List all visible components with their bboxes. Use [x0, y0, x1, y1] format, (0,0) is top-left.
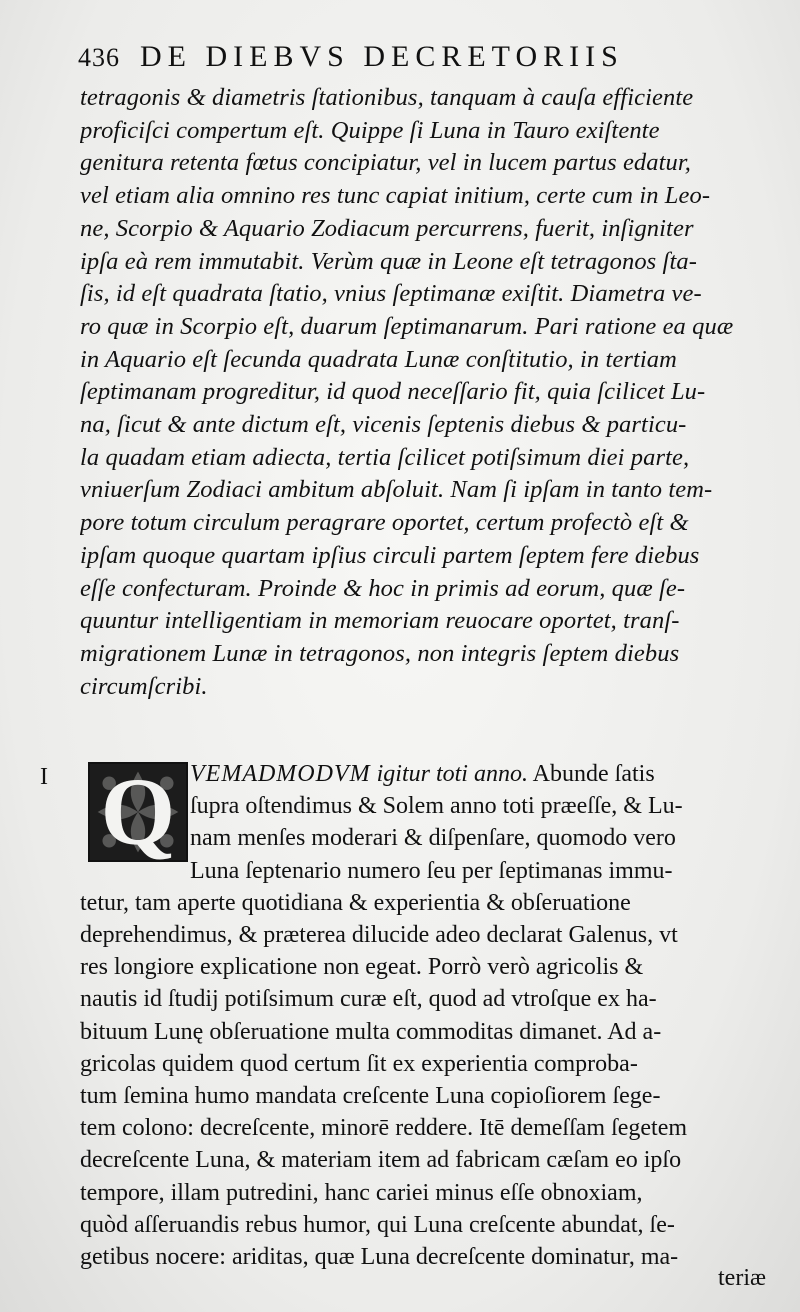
- roman-paragraph: [80, 758, 780, 1273]
- initial-letter: Q: [100, 758, 176, 865]
- text-line: tem colono: decreſcente, minorē reddere. Itē demeſſam ſegetem: [80, 1115, 688, 1142]
- text-line: pore totum circulum peragrare oportet, certum profectò eſt &: [80, 509, 689, 537]
- text-line: decreſcente Luna, & materiam item ad fabricam cæſam eo ipſo: [80, 1147, 682, 1174]
- text-line: ro quæ in Scorpio eſt, duarum ſeptimanarum. Pari ratione ea quæ: [80, 312, 734, 340]
- text-line: na, ſicut & ante dictum eſt, vicenis ſeptenis diebus & particu-: [80, 411, 687, 439]
- text-line: tum ſemina humo mandata creſcente Luna copioſiorem ſege-: [80, 1083, 661, 1110]
- text-line: proficiſci compertum eſt. Quippe ſi Luna in Tauro exiſtente: [80, 116, 660, 144]
- text-line: nam menſes moderari & diſpenſare, quomodo vero: [190, 825, 676, 852]
- text-line: ipſam quoque quartam ipſius circuli partem ſeptem fere diebus: [80, 541, 700, 569]
- text-line: quòd aſſeruandis rebus humor, qui Luna creſcente abundat, ſe-: [80, 1211, 675, 1238]
- text-line: ſupra oſtendimus & Solem anno toti præeſſe, & Lu-: [190, 793, 683, 820]
- lead-words: VEMADMODVM: [190, 761, 371, 787]
- text-line: genitura retenta fœtus concipiatur, vel in lucem partus edatur,: [80, 149, 692, 177]
- text-line: bituum Lunę obſeruatione multa commoditas dimanet. Ad a-: [80, 1018, 662, 1045]
- text-line: res longiore explicatione non egeat. Porrò verò agricolis &: [80, 954, 644, 981]
- running-head: DE DIEBVS DECRETORIIS: [140, 40, 624, 73]
- text-line: vel etiam alia omnino res tunc capiat initium, certe cum in Leo-: [80, 182, 711, 210]
- text-line: ipſa eà rem immutabit. Verùm quæ in Leone eſt tetragonos ſta-: [80, 247, 697, 275]
- text-line: migrationem Lunæ in tetragonos, non integris ſeptem diebus: [80, 639, 680, 667]
- text-line: circumſcribi.: [80, 672, 208, 700]
- page-header: [78, 40, 778, 80]
- text-line: Luna ſeptenario numero ſeu per ſeptimanas immu-: [190, 857, 673, 884]
- text-line: getibus nocere: ariditas, quæ Luna decreſcente dominatur, ma-: [80, 1244, 679, 1271]
- text-line: in Aquario eſt ſecunda quadrata Lunæ conſtitutio, in tertiam: [80, 345, 677, 373]
- text-line: ne, Scorpio & Aquario Zodiacum percurrens, fuerit, inſigniter: [80, 214, 694, 242]
- text-line: tetragonis & diametris ſtationibus, tanquam à cauſa efficiente: [80, 84, 694, 111]
- margin-section-number: I: [40, 764, 48, 790]
- italic-paragraph: [80, 82, 780, 703]
- text-line: nautis id ſtudij potiſsimum curæ eſt, quod ad vtroſque ex ha-: [80, 986, 657, 1013]
- text-line: ſeptimanam progreditur, id quod neceſſario fit, quia ſcilicet Lu-: [80, 378, 706, 406]
- first-line-rest: Abunde ſatis: [532, 761, 655, 787]
- text-line: quuntur intelligentiam in memoriam reuocare oportet, tranſ-: [80, 607, 680, 635]
- text-line: tetur, tam aperte quotidiana & experientia & obſeruatione: [80, 889, 631, 916]
- text-line: vniuerſum Zodiaci ambitum abſoluit. Nam ſi ipſam in tanto tem-: [80, 476, 713, 504]
- catchword: teriæ: [718, 1265, 766, 1291]
- text-line: gricolas quidem quod certum ſit ex experientia comproba-: [80, 1050, 638, 1077]
- lead-italic: igitur toti anno.: [376, 761, 528, 787]
- page-number: 436: [78, 43, 120, 72]
- text-line: deprehendimus, & præterea dilucide adeo declarat Galenus, vt: [80, 922, 678, 949]
- text-line: ſis, id eſt quadrata ſtatio, vnius ſeptimanæ exiſtit. Diametra ve-: [80, 280, 702, 308]
- text-line: tempore, illam putredini, hanc cariei minus eſſe obnoxiam,: [80, 1179, 643, 1206]
- text-line: [80, 758, 780, 790]
- text-line: la quadam etiam adiecta, tertia ſcilicet potiſsimum diei parte,: [80, 443, 690, 471]
- text-line: eſſe confecturam. Proinde & hoc in primis ad eorum, quæ ſe-: [80, 574, 686, 602]
